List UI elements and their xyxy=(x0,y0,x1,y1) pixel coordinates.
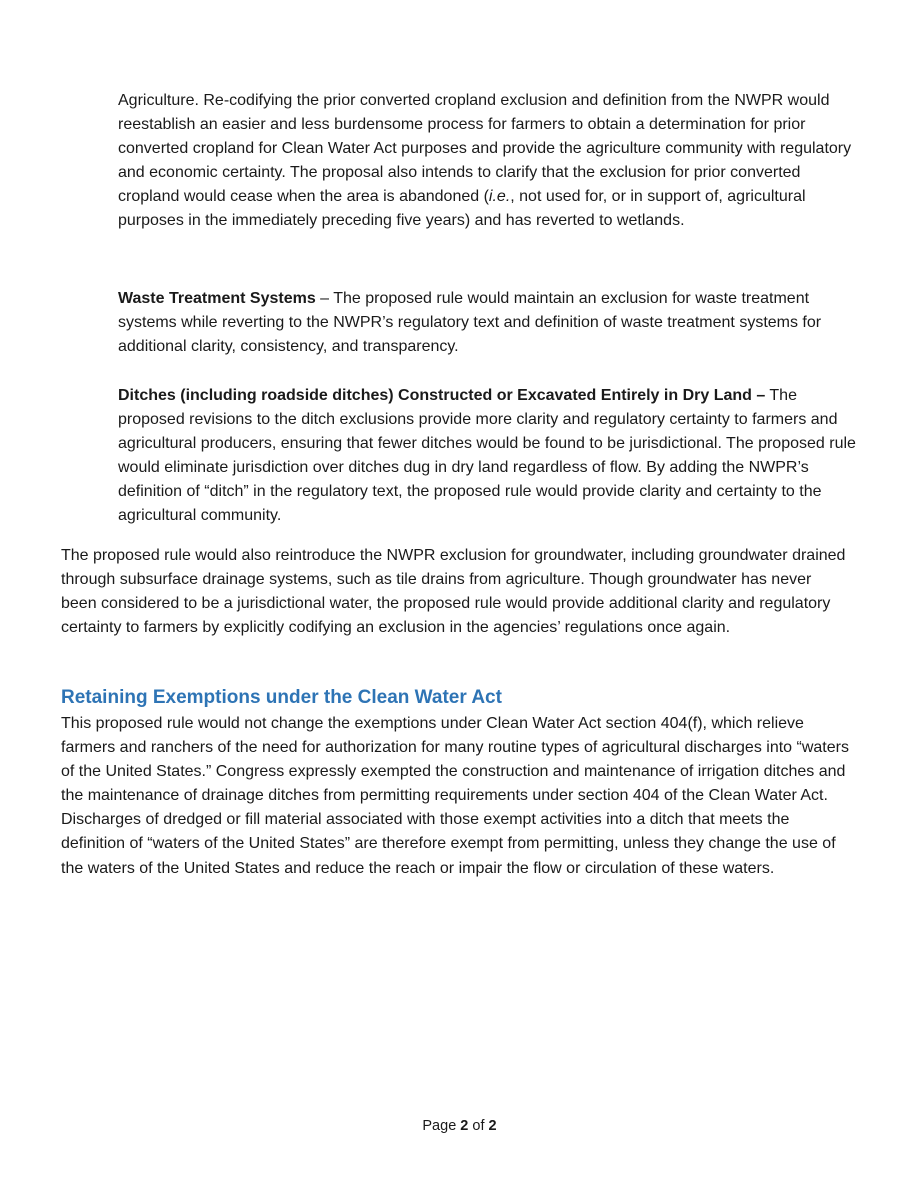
ditches-body: The proposed revisions to the ditch exclusions provide more clarity and regulatory certainty to farmers and agricultural producers, ensuring that fewer ditches would be found to be jurisdictional. The proposed rule would eliminate jurisdiction over ditches dug in dry land regardless of flow. By adding the NWPR’s definition of “ditch” in the regulatory text, the proposed rule would provide clarity and certainty to the agricultural community. xyxy=(118,387,856,525)
agriculture-text: Agriculture. Re-codifying the prior converted cropland exclusion and definition from the NWPR would reestablish an easier and less burdensome process for farmers to obtain a determination for prior converted cropland for Clean Water Act purposes and provide the agriculture community with regulatory and economic certainty. The proposal also intends to clarify that the exclusion for prior converted cropland would cease when the area is abandoned ( xyxy=(118,92,852,206)
current-page-number: 2 xyxy=(460,1118,469,1134)
waste-treatment-paragraph xyxy=(118,287,858,359)
page-footer xyxy=(0,1116,919,1136)
total-pages-number: 2 xyxy=(488,1118,497,1134)
waste-treatment-title: Waste Treatment Systems xyxy=(118,290,316,307)
agriculture-text-end: , not used for, or in support of, agricultural purposes in the immediately preceding five years) and has reverted to wetlands. xyxy=(118,188,806,230)
ditches-paragraph xyxy=(118,384,858,529)
page-of-label: of xyxy=(468,1118,489,1134)
groundwater-paragraph: The proposed rule would also reintroduce the NWPR exclusion for groundwater, including groundwater drained through subsurface drainage systems, such as tile drains from agriculture. Though groundwater has never been considered to be a jurisdictional water, the proposed rule would provide additional clarity and regulatory certainty to farmers by explicitly codifying an exclusion in the agencies’ regulations once again. xyxy=(61,547,846,637)
waste-treatment-body: – The proposed rule would maintain an exclusion for waste treatment systems while reverting to the NWPR’s regulatory text and definition of waste treatment systems for additional clarity, consistency, and transparency. xyxy=(118,290,822,356)
page-label: Page xyxy=(422,1118,461,1134)
agriculture-italic-text: i.e. xyxy=(488,188,511,206)
ditches-title: Ditches (including roadside ditches) Constructed or Excavated Entirely in Dry Land – xyxy=(118,387,766,404)
exemptions-paragraph: This proposed rule would not change the exemptions under Clean Water Act section 404(f), which relieve farmers and ranchers of the need for authorization for many routine types of agricultural discharges into “waters of the United States.” Congress expressly exempted the construction and maintenance of irrigation ditches and the maintenance of drainage ditches from permitting requirements under section 404 of the Clean Water Act. Discharges of dredged or fill material associated with those exempt activities into a ditch that meets the definition of “waters of the United States” are therefore exempt from permitting, unless they change the use of the waters of the United States and reduce the reach or impair the flow or circulation of these waters. xyxy=(61,715,849,877)
agriculture-paragraph xyxy=(118,89,858,234)
section-heading: Retaining Exemptions under the Clean Water Act xyxy=(61,687,502,708)
